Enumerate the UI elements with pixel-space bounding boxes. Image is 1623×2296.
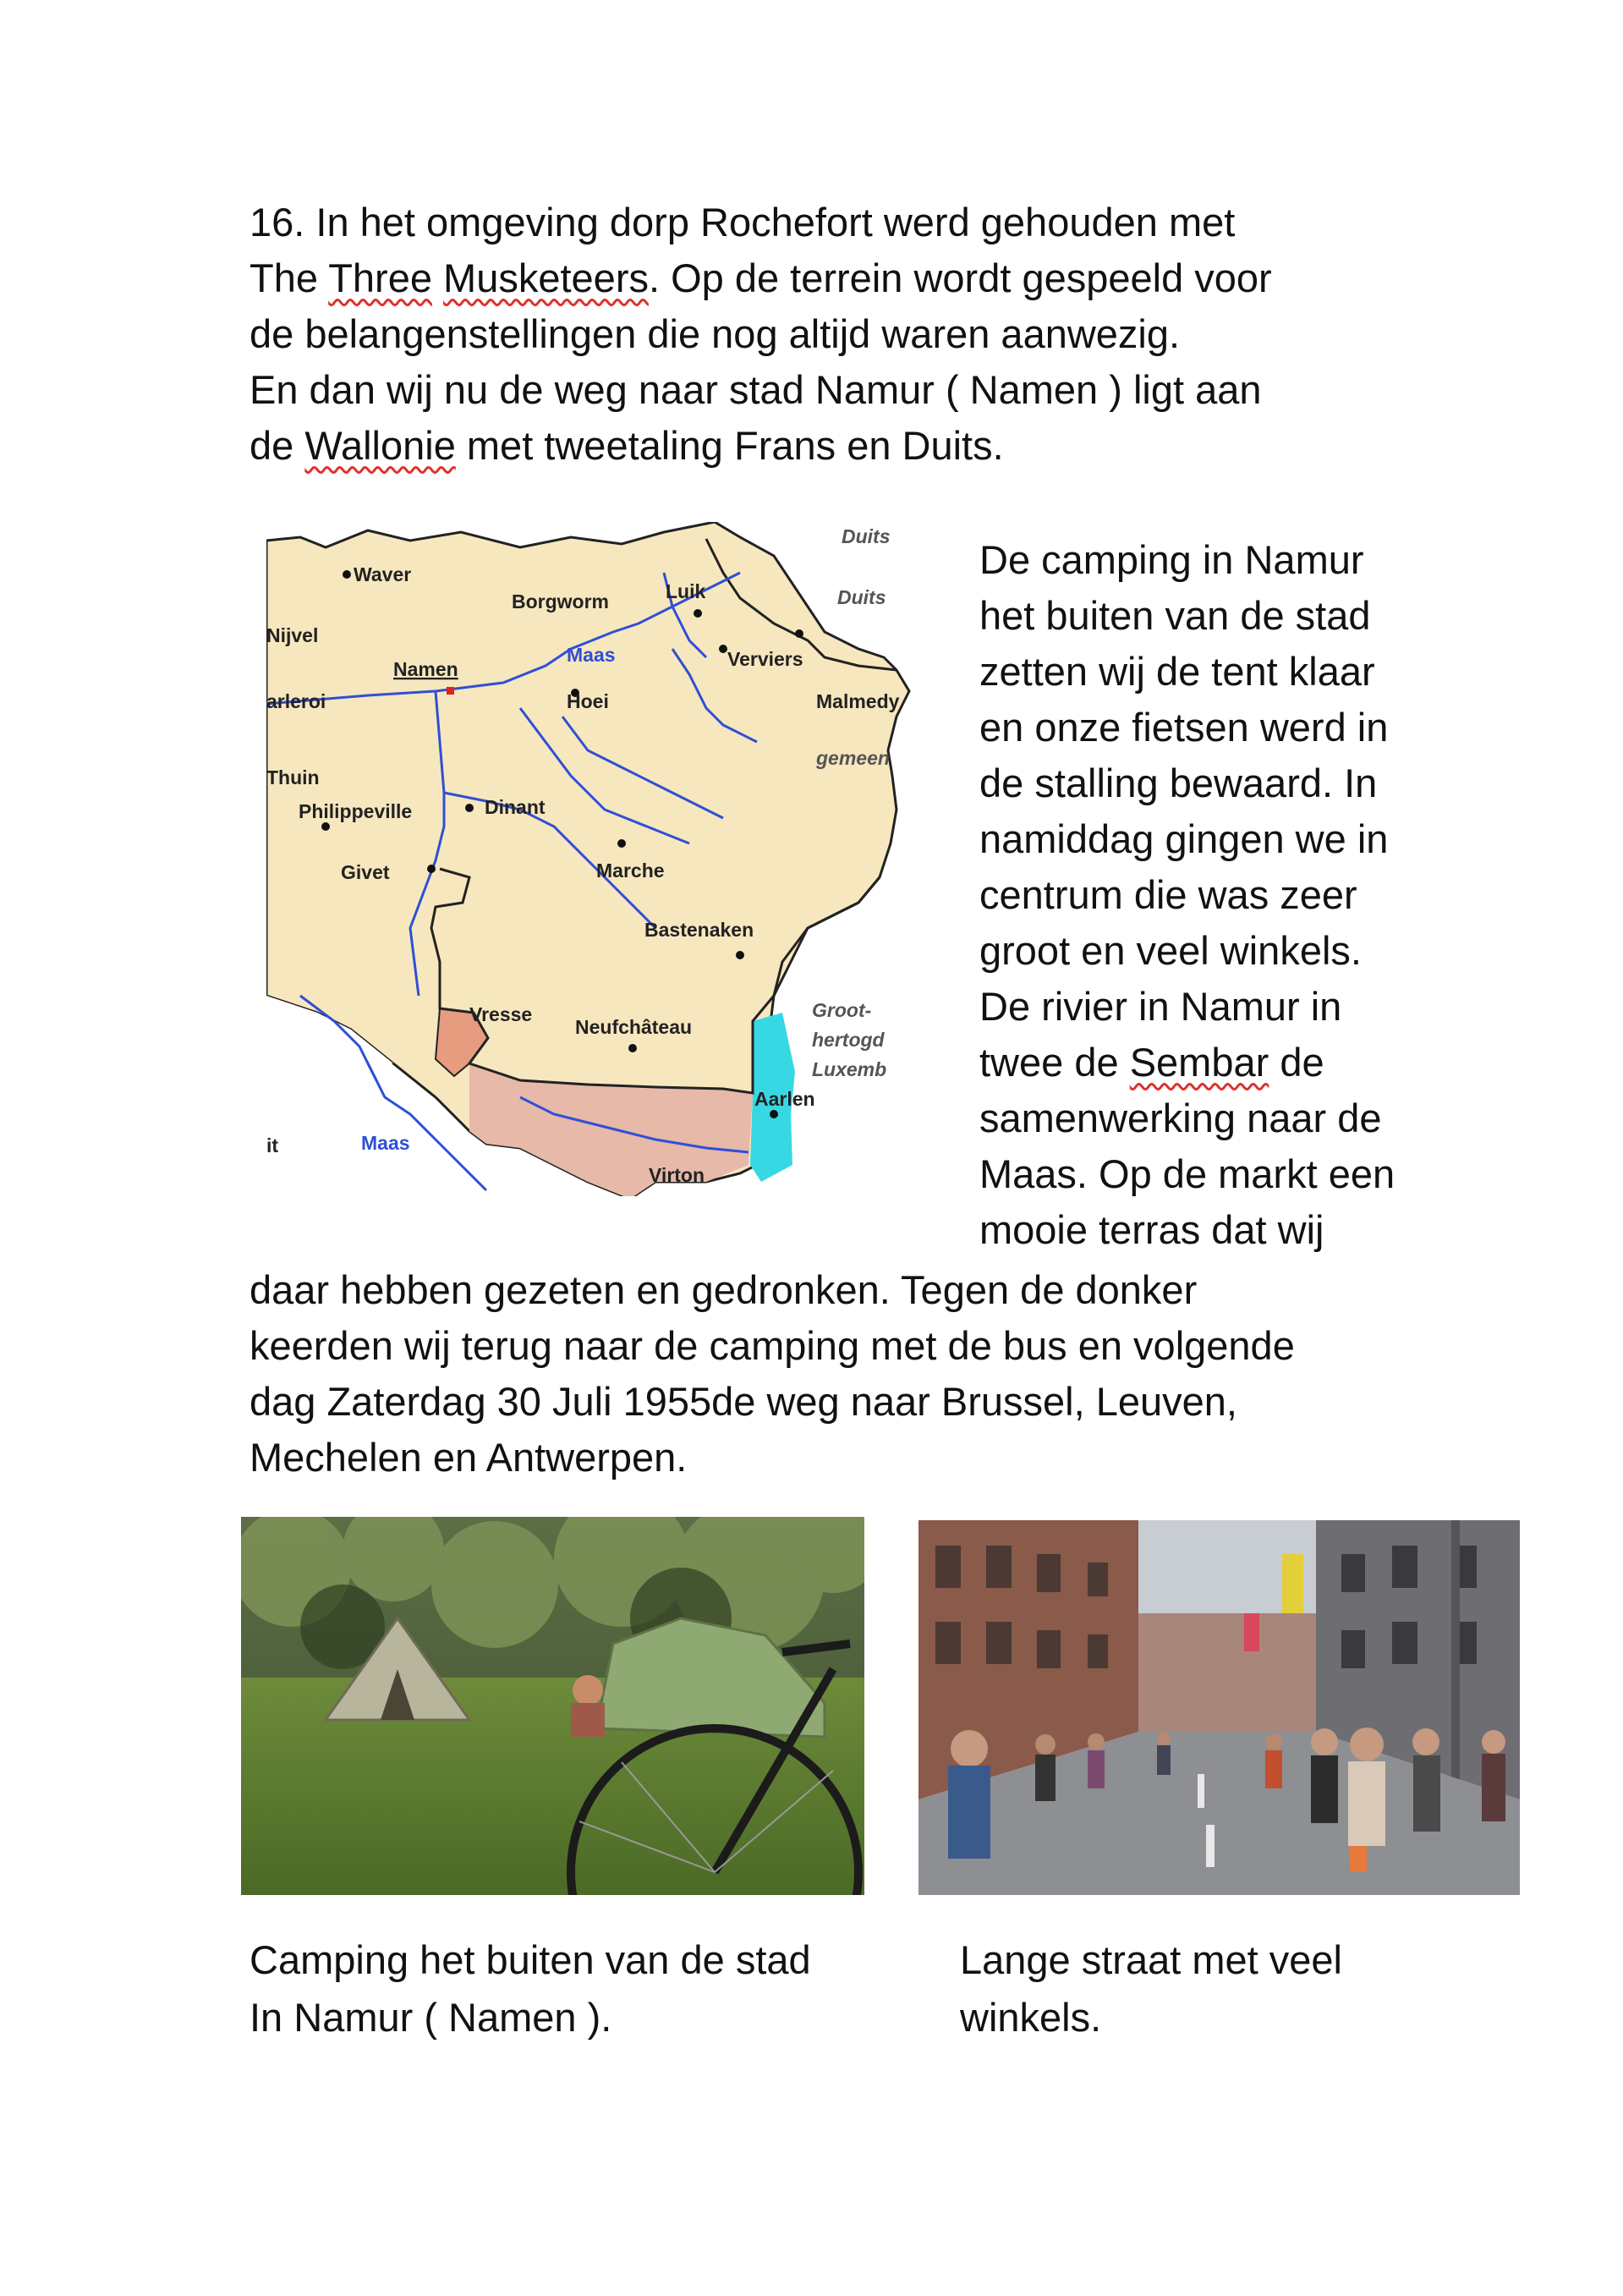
side-line — [979, 1090, 1504, 1146]
bastenaken-dot — [736, 951, 744, 959]
philippeville-dot — [321, 822, 330, 831]
text-segment: de — [249, 423, 305, 468]
map-label-duits-side: Duits — [837, 586, 886, 608]
map-label-virton: Virton — [649, 1164, 705, 1186]
text-segment: The — [249, 255, 329, 300]
map-label-maas-top: Maas — [567, 644, 616, 666]
map-label-gemeen: gemeen — [816, 747, 890, 769]
intro-line — [249, 250, 1484, 306]
continued-paragraph — [249, 1262, 1484, 1486]
map-label-philippeville: Philippeville — [299, 800, 413, 822]
spellcheck-flagged-word: Musketeers — [443, 255, 649, 300]
text-segment: keerden wij terug naar de camping met de bus en volgende — [249, 1323, 1295, 1368]
text-segment: centrum die was zeer — [979, 872, 1357, 917]
text-segment: namiddag gingen we in — [979, 816, 1389, 861]
side-line — [979, 700, 1504, 755]
map-label-groot: Groot- — [812, 999, 872, 1021]
map-label-aarlen: Aarlen — [754, 1088, 815, 1110]
intro-line — [249, 362, 1484, 418]
text-segment: samenwerking naar de — [979, 1096, 1382, 1140]
street-caption-line-1: Lange straat met veel — [960, 1937, 1342, 1982]
dinant-dot — [465, 804, 474, 812]
camping-caption-line-2: In Namur ( Namen ). — [249, 1995, 612, 2040]
text-segment: en onze fietsen werd in — [979, 705, 1389, 750]
intro-line — [249, 418, 1484, 474]
camping-caption — [249, 1931, 892, 2046]
spellcheck-flagged-word: Three — [328, 255, 432, 300]
text-segment: Mechelen en Antwerpen. — [249, 1435, 688, 1480]
map-label-charleroi: arleroi — [266, 690, 326, 712]
text-segment: De camping in Namur — [979, 537, 1364, 582]
side-line — [979, 923, 1504, 979]
side-line — [979, 755, 1504, 811]
cont-line — [249, 1430, 1484, 1486]
map-label-dinant: Dinant — [485, 796, 546, 818]
side-line — [979, 811, 1504, 867]
text-segment: de belangenstellingen die nog altijd waren aanwezig. — [249, 311, 1181, 356]
side-line — [979, 1202, 1504, 1258]
map-label-duits-top: Duits — [842, 525, 891, 547]
map-label-hoei: Hoei — [567, 690, 609, 712]
cont-line — [249, 1318, 1484, 1374]
aarlen-dot — [770, 1110, 778, 1118]
map-label-hertogd: hertogd — [812, 1029, 885, 1051]
side-line — [979, 979, 1504, 1035]
map-label-namen: Namen — [393, 658, 458, 680]
map-label-luik: Luik — [666, 580, 706, 602]
text-segment: de — [1269, 1040, 1324, 1085]
malmedy-dot — [719, 645, 727, 653]
side-line — [979, 532, 1504, 588]
street-photo — [918, 1520, 1520, 1895]
verviers-dot — [795, 629, 803, 638]
text-segment: De rivier in Namur in — [979, 984, 1342, 1029]
intro-line — [249, 195, 1484, 250]
cont-line — [249, 1262, 1484, 1318]
map-label-givet: Givet — [341, 861, 390, 883]
map-label-marche: Marche — [596, 860, 665, 882]
text-segment: de stalling bewaard. In — [979, 761, 1378, 805]
spellcheck-flagged-word: Wallonie — [304, 423, 456, 468]
side-line — [979, 1035, 1504, 1090]
map-label-vresse: Vresse — [469, 1003, 533, 1025]
waver-dot — [343, 570, 351, 579]
text-segment: 16. In het omgeving dorp Rochefort werd gehouden met — [249, 200, 1236, 244]
luik-dot — [694, 609, 702, 618]
intro-paragraph — [249, 195, 1484, 474]
map-label-luxemb: Luxemb — [812, 1058, 887, 1080]
map-label-maas-bottom: Maas — [361, 1132, 410, 1154]
text-segment — [432, 255, 443, 300]
side-line — [979, 867, 1504, 923]
text-segment: groot en veel winkels. — [979, 928, 1362, 973]
side-line — [979, 1146, 1504, 1202]
text-segment: zetten wij de tent klaar — [979, 649, 1375, 694]
text-segment: twee de — [979, 1040, 1130, 1085]
text-segment: het buiten van de stad — [979, 593, 1371, 638]
marche-dot — [617, 839, 626, 848]
map-label-borgworm: Borgworm — [512, 590, 609, 612]
text-segment: dag Zaterdag 30 Juli 1955de weg naar Brussel, Leuven, — [249, 1379, 1237, 1424]
map-label-bastenaken: Bastenaken — [644, 919, 754, 941]
cont-line — [249, 1374, 1484, 1430]
map-label-verviers: Verviers — [727, 648, 803, 670]
spellcheck-flagged-word: Sembar — [1129, 1040, 1269, 1085]
map-label-nijvel: Nijvel — [266, 624, 319, 646]
givet-dot — [427, 865, 436, 873]
street-caption — [960, 1931, 1501, 2046]
side-line — [979, 644, 1504, 700]
neufchateau-dot — [628, 1044, 637, 1052]
text-segment: En dan wij nu de weg naar stad Namur ( Namen ) ligt aan — [249, 367, 1262, 412]
namen-marker — [447, 687, 454, 695]
map-image — [266, 522, 922, 1196]
side-line — [979, 588, 1504, 644]
street-caption-line-2: winkels. — [960, 1995, 1102, 2040]
map-label-thuin: Thuin — [266, 766, 320, 788]
map-label-waver: Waver — [354, 563, 412, 585]
text-segment: . Op de terrein wordt gespeeld voor — [648, 255, 1272, 300]
map-label-it: it — [266, 1134, 279, 1156]
intro-line — [249, 306, 1484, 362]
text-segment: met tweetaling Frans en Duits. — [455, 423, 1004, 468]
map-label-neufchateau: Neufchâteau — [575, 1016, 693, 1038]
text-segment: daar hebben gezeten en gedronken. Tegen de donker — [249, 1267, 1198, 1312]
side-paragraph — [979, 532, 1504, 1258]
wallonia-map — [266, 522, 922, 1196]
text-segment: Maas. Op de markt een — [979, 1151, 1395, 1196]
map-label-malmedy: Malmedy — [816, 690, 900, 712]
camping-caption-line-1: Camping het buiten van de stad — [249, 1937, 811, 1982]
camping-photo — [241, 1517, 864, 1895]
text-segment: mooie terras dat wij — [979, 1207, 1324, 1252]
